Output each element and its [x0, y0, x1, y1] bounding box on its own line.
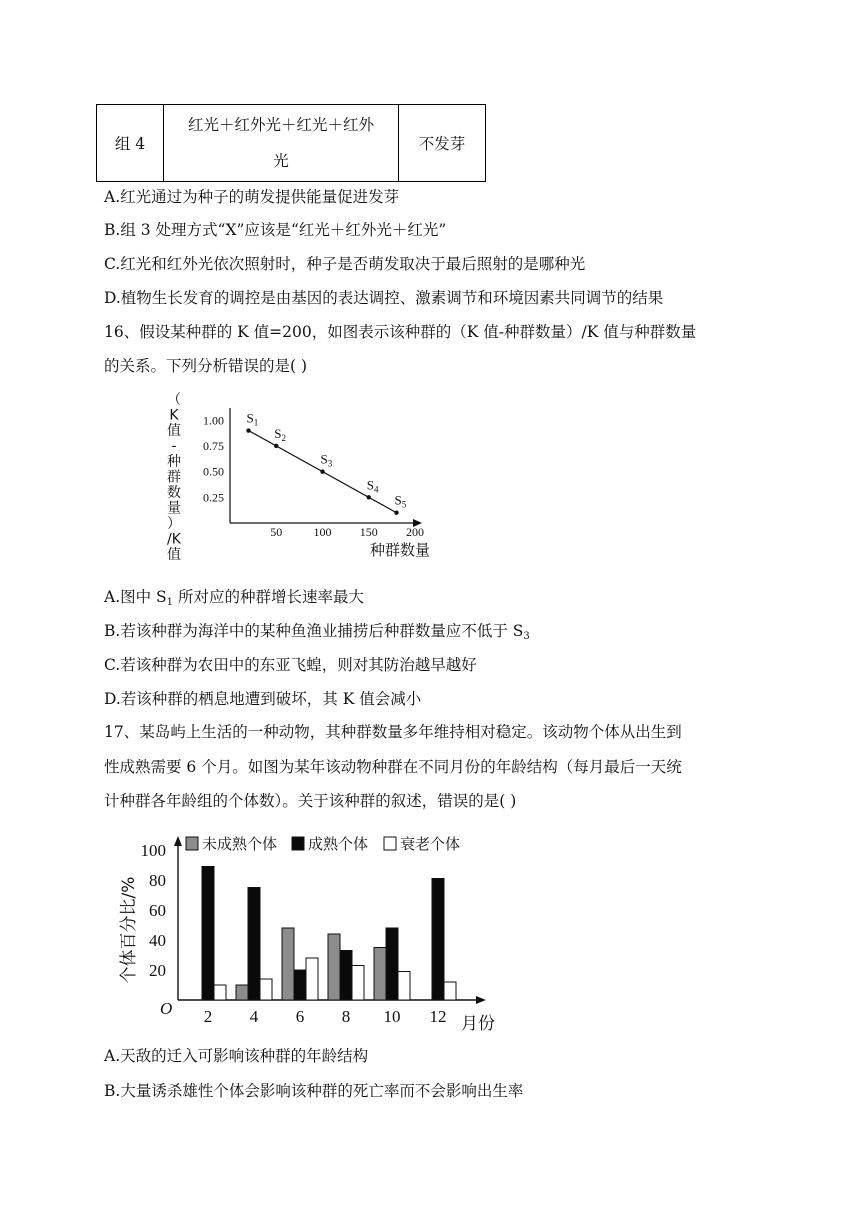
x-tick-8: 8	[341, 1007, 351, 1026]
bar-8-2	[352, 966, 364, 1001]
experiment-table	[96, 104, 486, 182]
q16-option-a-rest: 所对应的种群增长速率最大	[173, 588, 364, 606]
y-tick-1.00: 1.00	[203, 413, 224, 428]
origin-label: O	[160, 999, 173, 1018]
x-tick-4: 4	[249, 1007, 259, 1026]
bar-2-2	[214, 985, 226, 1000]
bars	[202, 867, 456, 1001]
q17-option-b: B.大量诱杀雄性个体会影响该种群的死亡率而不会影响出生率	[104, 1082, 524, 1100]
q15-option-a: A.红光通过为种子的萌发提供能量促进发芽	[104, 188, 400, 206]
point-label-s4: $S_4$	[366, 477, 379, 495]
y-tick-20: 20	[149, 961, 166, 980]
point-s4	[367, 495, 371, 499]
legend-label-0: 未成熟个体	[202, 835, 278, 853]
bar-10-2	[398, 972, 410, 1001]
y-tick-80: 80	[149, 871, 166, 890]
y-tick-100: 100	[140, 841, 166, 860]
q17-stem-line-1: 17、某岛屿上生活的一种动物，其种群数量多年维持相对稳定。该动物个体从出生到	[104, 723, 682, 741]
point-s3	[320, 469, 324, 473]
point-label-s2: $S_2$	[274, 425, 286, 443]
y-axis-label: 个体百分比/%	[119, 876, 139, 984]
treatment-line-1: 红光＋红外光＋红光＋红外	[187, 116, 374, 134]
point-s1	[246, 428, 250, 432]
legend-swatch-1	[292, 837, 304, 850]
x-tick-2: 2	[203, 1007, 213, 1026]
point-s2	[274, 444, 278, 448]
bar-6-0	[282, 928, 294, 1000]
bar-4-0	[236, 985, 248, 1000]
x-tick-labels	[270, 525, 424, 539]
y-label-char-8: ）	[167, 516, 181, 532]
x-tick-6: 6	[295, 1007, 305, 1026]
bar-6-1	[294, 970, 306, 1000]
q16-option-b-sub: 3	[523, 631, 530, 642]
y-label-char-6: 数	[167, 485, 181, 501]
q16-stem-line-1: 16、假设某种群的 K 值=200，如图表示该种群的（K 值-种群数量）/K 值与种群数量	[104, 323, 697, 341]
x-tick-labels	[204, 1007, 447, 1026]
q16-option-c: C.若该种群为农田中的东亚飞蝗，则对其防治越早越好	[104, 656, 477, 674]
bar-2-1	[202, 867, 214, 1001]
x-tick-12: 12	[429, 1007, 447, 1026]
q16-option-b-text: B.若该种群为海洋中的某种鱼渔业捕捞后种群数量应不低于 S	[104, 622, 524, 640]
x-tick-100: 100	[313, 525, 332, 539]
q16-stem-line-2: 的关系。下列分析错误的是( )	[104, 357, 308, 375]
y-tick-0.25: 0.25	[203, 490, 224, 505]
bar-4-1	[248, 888, 260, 1001]
y-label-char-7: 量	[167, 500, 181, 517]
x-tick-200: 200	[406, 525, 424, 539]
legend-swatch-0	[186, 837, 198, 850]
y-tick-0.50: 0.50	[203, 464, 224, 479]
population-line-chart	[150, 388, 450, 573]
bar-12-1	[432, 879, 444, 1001]
table-row	[97, 105, 486, 182]
y-tick-60: 60	[149, 901, 166, 920]
bar-8-1	[340, 951, 352, 1001]
y-label-char-3: -	[171, 438, 177, 455]
y-tick-labels	[203, 413, 224, 504]
q16-option-d: D.若该种群的栖息地遭到破坏，其 K 值会减小	[104, 690, 422, 708]
x-axis-label: 月份	[461, 1014, 495, 1034]
q17-stem-line-2: 性成熟需要 6 个月。如图为某年该动物种群在不同月份的年龄结构（每月最后一天统	[104, 758, 682, 776]
legend-label-1: 成熟个体	[308, 835, 369, 853]
q15-option-d: D.植物生长发育的调控是由基因的表达调控、激素调节和环境因素共同调节的结果	[104, 289, 664, 307]
q15-option-b: B.组 3 处理方式“X”应该是“红光＋红外光＋红光”	[104, 221, 447, 239]
y-axis-arrow	[174, 836, 182, 846]
table-cell-group: 组 4	[97, 105, 164, 182]
data-points	[246, 411, 406, 515]
y-tick-40: 40	[149, 931, 166, 950]
point-label-s3: $S_3$	[320, 451, 333, 469]
y-axis-label	[167, 392, 182, 563]
x-tick-150: 150	[359, 525, 378, 539]
q16-option-a-sub: 1	[166, 597, 174, 608]
table-cell-treatment	[164, 105, 399, 182]
y-label-char-10: 值	[167, 547, 181, 563]
point-label-s1: $S_1$	[246, 410, 259, 428]
bar-12-2	[444, 982, 456, 1000]
y-label-char-1: K	[169, 407, 179, 424]
bar-10-1	[386, 928, 398, 1000]
x-axis-label: 种群数量	[369, 541, 431, 559]
q16-option-a-text: A.图中 S	[104, 588, 167, 606]
y-tick-labels	[141, 841, 167, 980]
y-label-char-5: 群	[167, 469, 181, 486]
bar-4-2	[260, 979, 272, 1000]
point-label-s5: $S_5$	[394, 492, 407, 510]
bar-8-0	[328, 934, 340, 1000]
y-tick-0.75: 0.75	[203, 438, 224, 453]
y-label-char-9: /K	[167, 531, 181, 548]
table-cell-result: 不发芽	[399, 105, 486, 182]
y-label-char-2: 值	[167, 423, 181, 439]
bar-6-2	[306, 958, 318, 1000]
q16-option-a	[104, 587, 364, 613]
q17-stem-line-3: 计种群各年龄组的个体数）。关于该种群的叙述，错误的是( )	[104, 792, 517, 810]
x-axis-arrow	[476, 996, 486, 1004]
x-tick-50: 50	[270, 525, 283, 539]
legend-swatch-2	[384, 837, 396, 850]
q16-option-b	[104, 621, 530, 647]
legend	[186, 835, 460, 853]
q17-option-a: A.天敌的迁入可影响该种群的年龄结构	[104, 1047, 369, 1065]
y-label-char-0: （	[167, 392, 181, 408]
bar-10-0	[374, 948, 386, 1001]
legend-label-2: 衰老个体	[400, 835, 461, 853]
point-s5	[394, 511, 398, 515]
y-label-char-4: 种	[167, 454, 181, 470]
q15-option-c: C.红光和红外光依次照射时，种子是否萌发取决于最后照射的是哪种光	[104, 255, 586, 273]
x-tick-10: 10	[383, 1007, 401, 1026]
age-structure-bar-chart	[104, 828, 514, 1040]
treatment-line-2: 光	[273, 152, 289, 170]
